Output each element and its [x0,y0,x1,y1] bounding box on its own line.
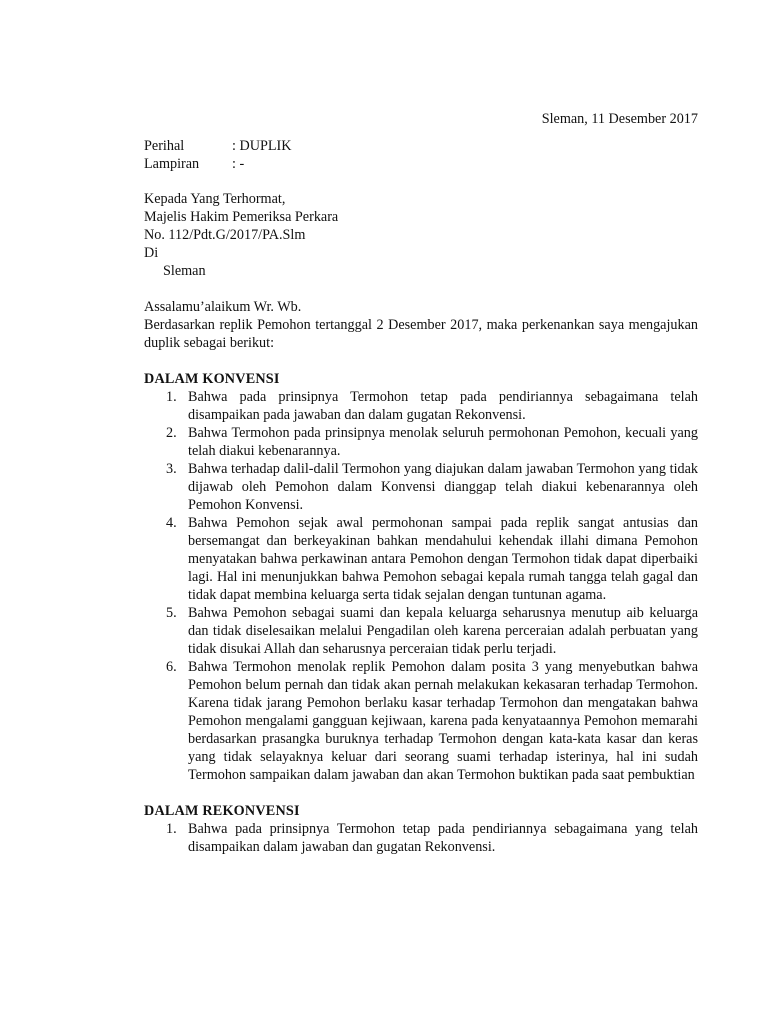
list-number: 1. [166,821,177,837]
list-item [144,460,698,514]
list-number: 6. [166,659,177,675]
meta-value: : DUPLIK [232,138,292,154]
section-title-rekonvensi: DALAM REKONVENSI [144,803,300,819]
address-line: Di [144,245,159,261]
address-line: Majelis Hakim Pemeriksa Perkara [144,209,339,225]
list-item [144,424,698,460]
list-text: Bahwa Pemohon sebagai suami dan kepala keluarga seharusnya menutup aib keluarga dan tidak diselesaikan melalui Pengadilan oleh karena perceraian adalah perbuatan yang tidak disukai Allah dan seharusnya perceraian tidak perlu terjadi. [188,605,698,657]
meta-label: Perihal [144,138,185,154]
list-item [144,388,698,424]
list-text: Bahwa Termohon menolak replik Pemohon dalam posita 3 yang menyebutkan bahwa Pemohon belum pernah dan tidak akan pernah melakukan kekasaran terhadap Termohon. Karena tidak jarang Pemohon berlaku kasar terhadap Termohon dan mengatakan bahwa Pemohon mengalami gangguan kejiwaan, karena pada kenyataannya Pemohon memarahi berdasarkan prasangka buruknya terhadap Termohon dengan kata-kata kasar dan keras yang tidak selayaknya keluar dari seorang suami terhadap isterinya, hal ini sudah Termohon sampaikan dalam jawaban dan akan Termohon buktikan pada saat pembuktian [188,659,698,783]
meta-row-perihal [144,137,698,155]
rekonvensi-list [144,820,698,856]
address-city: Sleman [163,263,206,279]
list-number: 4. [166,515,177,531]
address-line: No. 112/Pdt.G/2017/PA.Slm [144,227,306,243]
letter-meta [144,137,698,173]
list-text: Bahwa pada prinsipnya Termohon tetap pada pendiriannya sebagaimana telah disampaikan pada jawaban dan dalam gugatan Rekonvensi. [188,389,698,423]
list-text: Bahwa terhadap dalil-dalil Termohon yang diajukan dalam jawaban Termohon yang tidak dijawab oleh Pemohon dalam Konvensi dianggap telah diakui kebenarannya oleh Pemohon Konvensi. [188,461,698,513]
list-text: Bahwa pada prinsipnya Termohon tetap pada pendiriannya sebagaimana yang telah disampaikan dalam jawaban dan gugatan Rekonvensi. [188,821,698,855]
list-item [144,820,698,856]
greeting: Assalamu’alaikum Wr. Wb. [144,299,302,315]
list-number: 1. [166,389,177,405]
list-text: Bahwa Pemohon sejak awal permohonan sampai pada replik sangat antusias dan bersemangat dan berkeyakinan bahkan mendahului kehendak illahi dimana Pemohon menyatakan bahwa perkawinan antara Pemohon dengan Termohon tidak dapat diperbaiki lagi. Hal ini menunjukkan bahwa Pemohon sebagai kepala rumah tangga telah gagal dan tidak dapat membina keluarga serta tidak sejalan dengan tuntunan agama. [188,515,698,603]
letter-date: Sleman, 11 Desember 2017 [541,111,698,127]
letter-page [144,110,698,856]
list-item [144,658,698,784]
list-item [144,514,698,604]
list-number: 2. [166,425,177,441]
recipient-address [144,190,698,280]
konvensi-list [144,388,698,784]
list-item [144,604,698,658]
meta-label: Lampiran [144,156,200,172]
list-number: 3. [166,461,177,477]
meta-value: : - [232,156,245,172]
intro-paragraph: Berdasarkan replik Pemohon tertanggal 2 Desember 2017, maka perkenankan saya mengajukan duplik sebagai berikut: [144,317,698,351]
list-number: 5. [166,605,177,621]
section-title-konvensi: DALAM KONVENSI [144,371,280,387]
meta-row-lampiran [144,155,698,173]
list-text: Bahwa Termohon pada prinsipnya menolak seluruh permohonan Pemohon, kecuali yang telah diakui kebenarannya. [188,425,698,459]
address-line: Kepada Yang Terhormat, [144,191,286,207]
